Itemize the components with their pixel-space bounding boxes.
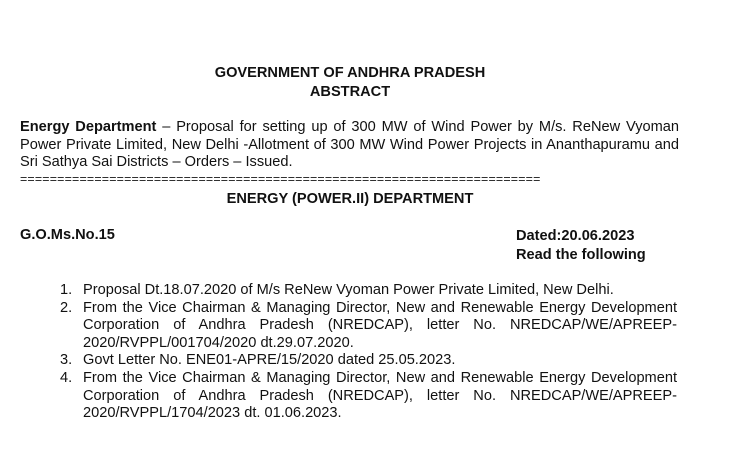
list-item-number: 2. [60,299,73,316]
order-date: Dated:20.06.2023 [516,228,635,244]
read-heading: Read the following [516,247,646,263]
list-item [60,282,677,300]
abstract-title: ABSTRACT [309,84,391,100]
order-number: G.O.Ms.No.15 [20,227,115,243]
list-item-number: 4. [60,369,73,386]
subject-text: – Proposal for setting up of 300 MW of Wind Power by M/s. ReNew Vyoman Power Private Limited, New Delhi -Allotment of 300 MW Wind Power Projects in Ananthapuramu and Sri Sathya Sai Districts – Orders – Issued. [20,119,679,171]
government-title: GOVERNMENT OF ANDHRA PRADESH [214,65,486,81]
list-item-text: From the Vice Chairman & Managing Director, New and Renewable Energy Development Corporation of Andhra Pradesh (NREDCAP), letter No. NREDCAP/WE/APREEP-2020/RVPPL/001704/2020 dt.29.07.2020. [83,299,677,351]
list-item [60,352,677,370]
list-item-number: 3. [60,352,73,369]
list-item-text: Proposal Dt.18.07.2020 of M/s ReNew Vyoman Power Private Limited, New Delhi. [83,282,614,298]
references-list [60,282,677,423]
subject-department: Energy Department [20,119,157,135]
separator-line: ====================================================================== [20,172,541,186]
list-item-number: 1. [60,282,73,298]
department-heading: ENERGY (POWER.II) DEPARTMENT [226,191,474,207]
subject-paragraph [20,119,679,172]
list-item-text: Govt Letter No. ENE01-APRE/15/2020 dated 25.05.2023. [83,352,456,369]
list-item-text: From the Vice Chairman & Managing Director, New and Renewable Energy Development Corporation of Andhra Pradesh (NREDCAP), letter No. NREDCAP/WE/APREEP-2020/RVPPL/1704/2023 dt. 01.06.2023. [83,369,677,422]
list-item [60,300,677,353]
list-item [60,370,677,423]
document-header [0,64,700,102]
